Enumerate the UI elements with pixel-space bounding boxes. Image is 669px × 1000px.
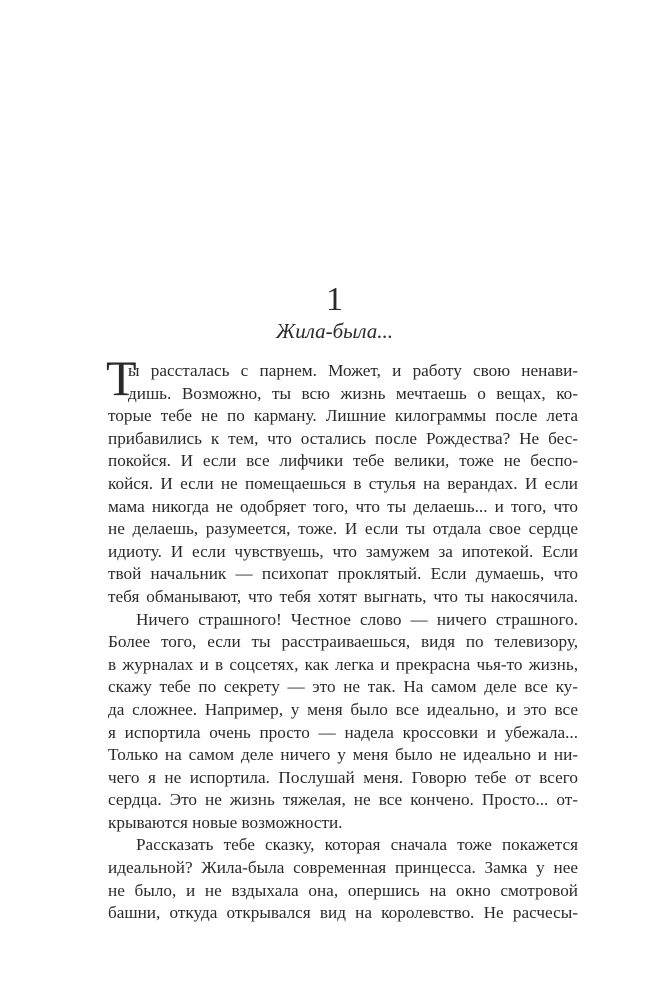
text-line: не было, и не вздыхала она, опершись на окно смотровой [108, 880, 578, 900]
drop-cap: Т [106, 350, 137, 406]
text-line: идеальной? Жила-была современная принцесса. Замка у нее [108, 858, 578, 878]
text-line: да сложнее. Например, у меня было все идеально, и это все [108, 699, 578, 719]
text-line: Рассказать тебе сказку, которая сначала тоже покажется [136, 835, 578, 855]
text-line: твой начальник — психопат проклятый. Если думаешь, что [108, 564, 578, 584]
text-line: Ничего страшного! Честное слово — ничего страшного. [136, 609, 578, 629]
text-line: крываются новые возможности. [108, 812, 343, 832]
text-line: Только на самом деле ничего у меня было не идеально и ни- [108, 745, 578, 765]
chapter-title: Жила-была... [275, 319, 394, 343]
text-line: покойся. И если все лифчики тебе велики, тоже не беспо- [108, 451, 578, 471]
text-line: я испортила очень просто — надела кроссовки и убежала... [108, 722, 578, 742]
text-line: койся. И если не помещаешься в стулья на верандах. И если [108, 473, 578, 493]
text-line: дишь. Возможно, ты всю жизнь мечтаешь о вещах, ко- [128, 383, 578, 403]
text-line: в журналах и в соцсетях, как легка и прекрасна чья-то жизнь, [108, 654, 578, 674]
text-line: тебя обманывают, что тебя хотят выгнать, что ты накосячила. [108, 586, 578, 606]
body-text [108, 360, 578, 925]
text-line: Более того, если ты расстраиваешься, видя по телевизору, [108, 632, 578, 652]
text-line: ы рассталась с парнем. Может, и работу свою ненави- [128, 361, 578, 380]
text-line: скажу тебе по секрету — это не так. На самом деле все ку- [108, 677, 578, 697]
text-line: торые тебе не по карману. Лишние килограммы после лета [108, 406, 578, 426]
text-line: башни, откуда открывался вид на королевство. Не расчесы- [108, 903, 578, 923]
text-line: прибавились к тем, что остались после Рождества? Не бес- [108, 428, 578, 448]
chapter-number: 1 [326, 281, 343, 318]
text-line: сердца. Это не жизнь тяжелая, не все кончено. Просто... от- [108, 790, 578, 810]
text-line: не делаешь, разумеется, тоже. И если ты отдала свое сердце [108, 519, 578, 539]
text-line: идиоту. И если чувствуешь, что замужем за ипотекой. Если [108, 541, 578, 561]
text-line: мама никогда не одобряет того, что ты делаешь... и того, что [108, 496, 578, 516]
text-line: чего я не испортила. Послушай меня. Говорю тебе от всего [108, 767, 578, 787]
